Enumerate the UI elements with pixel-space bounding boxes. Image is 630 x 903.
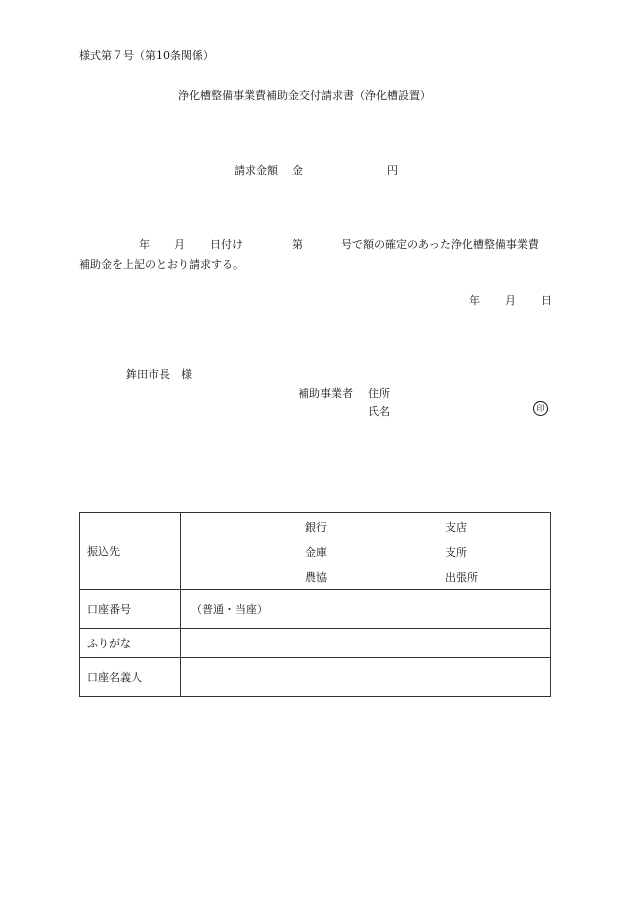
furigana-value — [181, 629, 551, 658]
transfer-cell — [181, 513, 551, 590]
document-title: 浄化槽整備事業費補助金交付請求書（浄化槽設置） — [178, 89, 431, 102]
amount-label: 請求金額 — [234, 164, 278, 177]
body-dai: 第 — [292, 238, 303, 251]
amount-yen: 円 — [387, 164, 398, 177]
furigana-label: ふりがな — [80, 629, 181, 658]
body-line2: 補助金を上記のとおり請求する。 — [79, 258, 244, 271]
body-line1-rest: 号で額の確定のあった浄化槽整備事業費 — [341, 238, 539, 251]
table-row — [80, 629, 551, 658]
account-holder-value — [181, 658, 551, 697]
date-year: 年 — [469, 294, 480, 307]
bank-account-table — [79, 512, 551, 697]
addressee: 鉾田市長 様 — [126, 368, 192, 381]
date-month: 月 — [505, 294, 516, 307]
branch-shiten: 支店 — [445, 521, 467, 534]
table-row — [80, 658, 551, 697]
account-number-label: 口座番号 — [80, 590, 181, 629]
body-date-suffix: 日付け — [210, 238, 243, 251]
applicant-label: 補助事業者 — [298, 387, 353, 400]
account-holder-label: 口座名義人 — [80, 658, 181, 697]
transfer-label: 振込先 — [80, 513, 181, 590]
branch-shisho: 支所 — [445, 546, 467, 559]
institution-bank: 銀行 — [305, 521, 327, 534]
table-row — [80, 513, 551, 590]
table-row — [80, 590, 551, 629]
account-type: （普通・当座） — [181, 590, 551, 629]
name-label: 氏名 — [368, 405, 390, 418]
institution-nokyo: 農協 — [305, 571, 327, 584]
body-year: 年 — [139, 238, 150, 251]
date-day: 日 — [541, 294, 552, 307]
body-month: 月 — [174, 238, 185, 251]
institution-kinko: 金庫 — [305, 546, 327, 559]
amount-kin: 金 — [292, 164, 303, 177]
branch-shutchojo: 出張所 — [445, 571, 478, 584]
address-label: 住所 — [368, 387, 390, 400]
seal-mark: 印 — [533, 401, 548, 416]
form-number: 様式第７号（第10条関係） — [79, 49, 214, 62]
